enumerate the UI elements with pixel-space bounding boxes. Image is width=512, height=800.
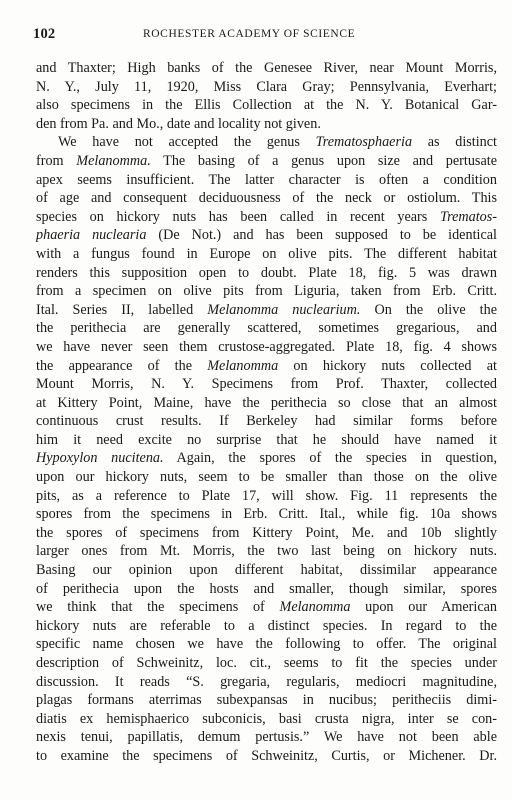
italic-text: Melanomma nuclearium. xyxy=(207,301,361,318)
text-line xyxy=(36,319,497,338)
text-line xyxy=(36,747,497,766)
italic-text: Melanomma. xyxy=(76,152,151,169)
text-run: we think that the specimens of xyxy=(36,599,280,616)
text-run: Ital. Series II, labelled xyxy=(36,301,208,318)
text-run: The basing of a genus upon size and pertusate xyxy=(150,152,497,169)
text-run: renders this supposition open to doubt. Plate 18, fig. 5 was drawn xyxy=(36,264,497,281)
text-run: larger ones from Mt. Morris, the two last being on hickory nuts. xyxy=(36,543,497,560)
text-run: also specimens in the Ellis Collection at the N. Y. Botanical Gar- xyxy=(36,97,497,114)
text-run: pits, as a reference to Plate 17, will show. Fig. 11 represents the xyxy=(36,487,497,504)
running-head: ROCHESTER ACADEMY OF SCIENCE xyxy=(143,28,356,40)
text-line xyxy=(36,728,497,747)
text-line xyxy=(36,133,497,152)
text-line xyxy=(36,710,497,729)
text-run: plagas formans aterrimas subexpansas in nucibus; peritheciis dimi- xyxy=(36,692,497,709)
page-header xyxy=(33,26,498,44)
text-run: Mount Morris, N. Y. Specimens from Prof. Thaxter, collected xyxy=(36,376,497,393)
text-run: him it need excite no surprise that he should have named it xyxy=(36,431,497,448)
text-run: of perithecia upon the hosts and smaller, though similar, spores xyxy=(36,580,497,597)
text-line xyxy=(36,189,497,208)
text-run: Again, the spores of the species in question, xyxy=(163,450,497,467)
text-run: N. Y., July 11, 1920, Miss Clara Gray; Pennsylvania, Everhart; xyxy=(36,78,497,95)
text-run: species on hickory nuts has been called in recent years xyxy=(36,208,440,225)
text-run: and Thaxter; High banks of the Genesee River, near Mount Morris, xyxy=(36,60,497,76)
text-run: from xyxy=(36,152,77,169)
italic-text: phaeria nuclearia xyxy=(36,227,147,244)
text-line xyxy=(36,245,497,264)
text-run: the perithecia are generally scattered, sometimes gregarious, and xyxy=(36,320,497,337)
italic-text: Trematos- xyxy=(439,208,497,225)
text-run: description of Schweinitz, loc. cit., seems to fit the species under xyxy=(36,655,497,671)
text-run: from a specimen on olive pits from Liguria, taken from Erb. Critt. xyxy=(36,283,497,300)
text-line xyxy=(36,338,497,357)
text-line xyxy=(36,171,497,190)
text-line xyxy=(36,635,497,654)
text-line xyxy=(36,487,497,506)
text-line xyxy=(36,654,497,673)
text-line xyxy=(36,226,497,245)
body-text xyxy=(36,59,497,766)
text-run: On the olive the xyxy=(360,301,497,318)
text-run: (De Not.) and has been supposed to be identical xyxy=(146,227,497,244)
text-line xyxy=(36,115,497,134)
text-line xyxy=(36,598,497,617)
text-line xyxy=(36,301,497,320)
text-run: nexis tenui, papillatis, demum pertusis.” We have not been able xyxy=(36,729,497,746)
text-line xyxy=(36,580,497,599)
text-run: spores from the specimens in Erb. Critt. Ital., while fig. 10a shows xyxy=(36,506,497,523)
text-run: We have not accepted the genus xyxy=(58,134,316,151)
text-run: to examine the specimens of Schweinitz, Curtis, or Michener. Dr. xyxy=(36,747,497,764)
italic-text: Hypoxylon nucitena. xyxy=(36,450,164,467)
text-line xyxy=(36,542,497,561)
text-line xyxy=(36,691,497,710)
text-line xyxy=(36,375,497,394)
text-line xyxy=(36,78,497,97)
text-line xyxy=(36,617,497,636)
text-run: upon our American xyxy=(350,599,497,616)
text-run: as distinct xyxy=(412,134,497,151)
text-line xyxy=(36,96,497,115)
text-run: specific name chosen we have the following to offer. The original xyxy=(36,636,497,653)
text-line xyxy=(36,152,497,171)
text-line xyxy=(36,208,497,227)
text-run: we have never seen them crustose-aggregated. Plate 18, fig. 4 shows xyxy=(36,338,497,355)
text-run: apex seems insufficient. The latter character is often a condition xyxy=(36,171,497,188)
text-run: upon our hickory nuts, seem to be smaller than those on the olive xyxy=(36,469,497,486)
text-line xyxy=(36,561,497,580)
text-run: den from Pa. and Mo., date and locality not given. xyxy=(36,115,321,132)
text-line xyxy=(36,412,497,431)
italic-text: Trematosphaeria xyxy=(315,134,413,151)
text-run: with a fungus found in Europe on olive pits. The different habitat xyxy=(36,245,497,262)
text-run: on hickory nuts collected at xyxy=(278,357,497,374)
text-line xyxy=(36,394,497,413)
italic-text: Melanomma xyxy=(207,357,279,374)
text-line xyxy=(36,673,497,692)
text-line xyxy=(36,264,497,283)
text-run: continuous crust results. If Berkeley had similar forms before xyxy=(36,413,497,430)
text-run: of age and consequent deciduousness of the neck or ostiolum. This xyxy=(36,190,497,207)
text-line xyxy=(36,524,497,543)
text-line xyxy=(36,505,497,524)
text-line xyxy=(36,449,497,468)
italic-text: Melanomma xyxy=(279,599,351,616)
text-line xyxy=(36,431,497,450)
text-run: Basing our opinion upon different habitat, dissimilar appearance xyxy=(36,562,497,579)
text-run: discussion. It reads “S. gregaria, regularis, mediocri magnitudine, xyxy=(36,673,497,690)
text-run: the appearance of the xyxy=(36,357,208,374)
text-run: at Kittery Point, Maine, have the perithecia so close that an almost xyxy=(36,394,497,411)
text-line xyxy=(36,468,497,487)
text-run: hickory nuts are referable to a distinct species. In regard to the xyxy=(36,617,497,634)
text-line xyxy=(36,357,497,376)
text-run: the spores of specimens from Kittery Point, Me. and 10b slightly xyxy=(36,524,497,541)
text-line xyxy=(36,59,497,78)
text-line xyxy=(36,282,497,301)
page-number: 102 xyxy=(33,26,56,42)
text-run: diatis ex hemisphaerico subconicis, basi crusta nigra, inter se con- xyxy=(36,710,497,727)
